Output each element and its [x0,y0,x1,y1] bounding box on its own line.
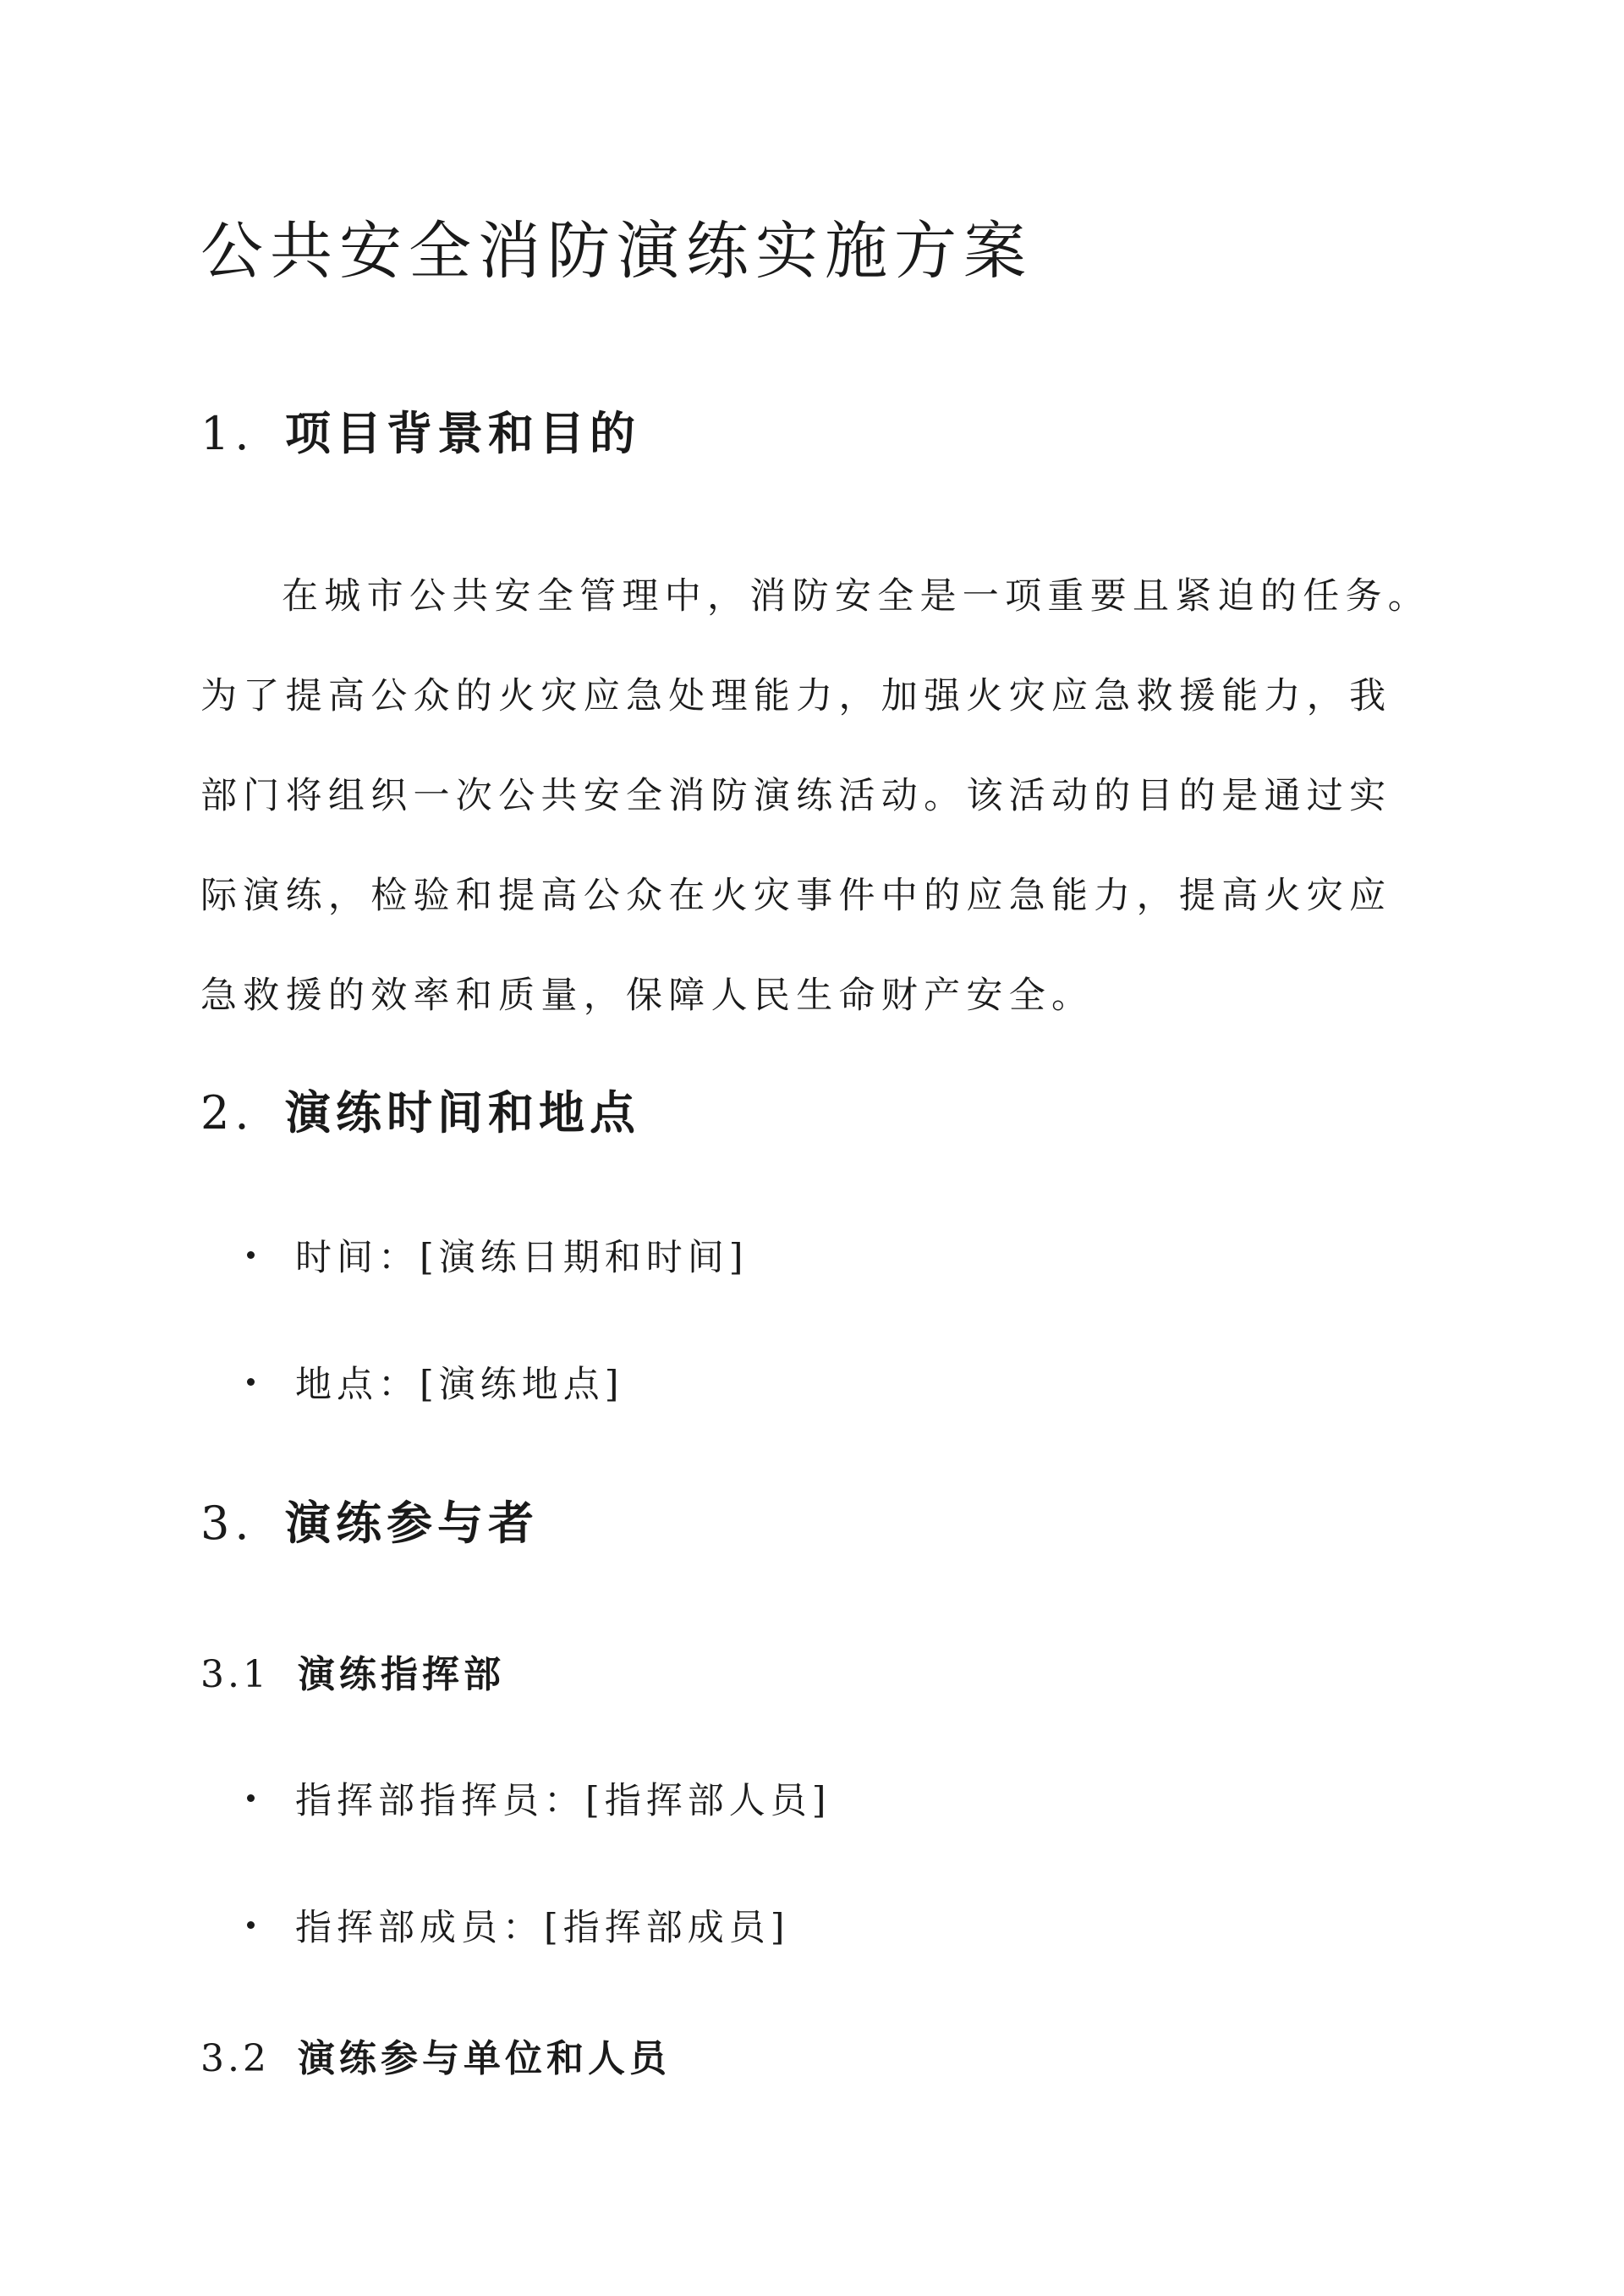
section-title: 项目背景和目的 [285,406,640,460]
list-item-text: 指挥部指挥员：[指挥部人员] [295,1780,831,1822]
document-title: 公共安全消防演练实施方案 [200,215,1033,288]
background-paragraph: 在城市公共安全管理中，消防安全是一项重要且紧迫的任务。为了提高公众的火灾应急处理能力，加强火灾应急救援能力，我部门将组织一次公共安全消防演练活动。该活动的目的是通过实际演练，检验和提高公众在火灾事件中的应急能力，提高火灾应急救援的效率和质量，保障人民生命财产安全。 [200,575,1431,1017]
section-title: 演练参与者 [285,1496,539,1550]
section-heading [200,398,640,463]
subsection-heading [200,1644,505,1698]
list-item [247,1356,624,1408]
subsection-title: 演练指挥部 [298,1653,505,1696]
bullet-icon [247,1251,255,1259]
bullet-icon [247,1794,255,1802]
list-item [247,1899,790,1951]
section-heading [200,1077,640,1142]
list-item [247,1772,831,1824]
section-heading [200,1487,539,1552]
list-item-text: 时间：[演练日期和时间] [295,1237,749,1279]
list-item [247,1229,749,1281]
subsection-heading [200,2028,671,2082]
section-number: 2. [200,1086,255,1140]
bullet-icon [247,1378,255,1386]
subsection-number: 3.2 [200,2037,270,2080]
section-number: 1. [200,407,255,460]
section-title: 演练时间和地点 [285,1085,640,1140]
bullet-icon [247,1921,255,1929]
list-item-text: 地点：[演练地点] [295,1364,624,1406]
subsection-number: 3.1 [200,1653,270,1696]
section-number: 3. [200,1497,255,1550]
subsection-title: 演练参与单位和人员 [298,2037,671,2080]
list-item-text: 指挥部成员：[指挥部成员] [295,1907,790,1949]
